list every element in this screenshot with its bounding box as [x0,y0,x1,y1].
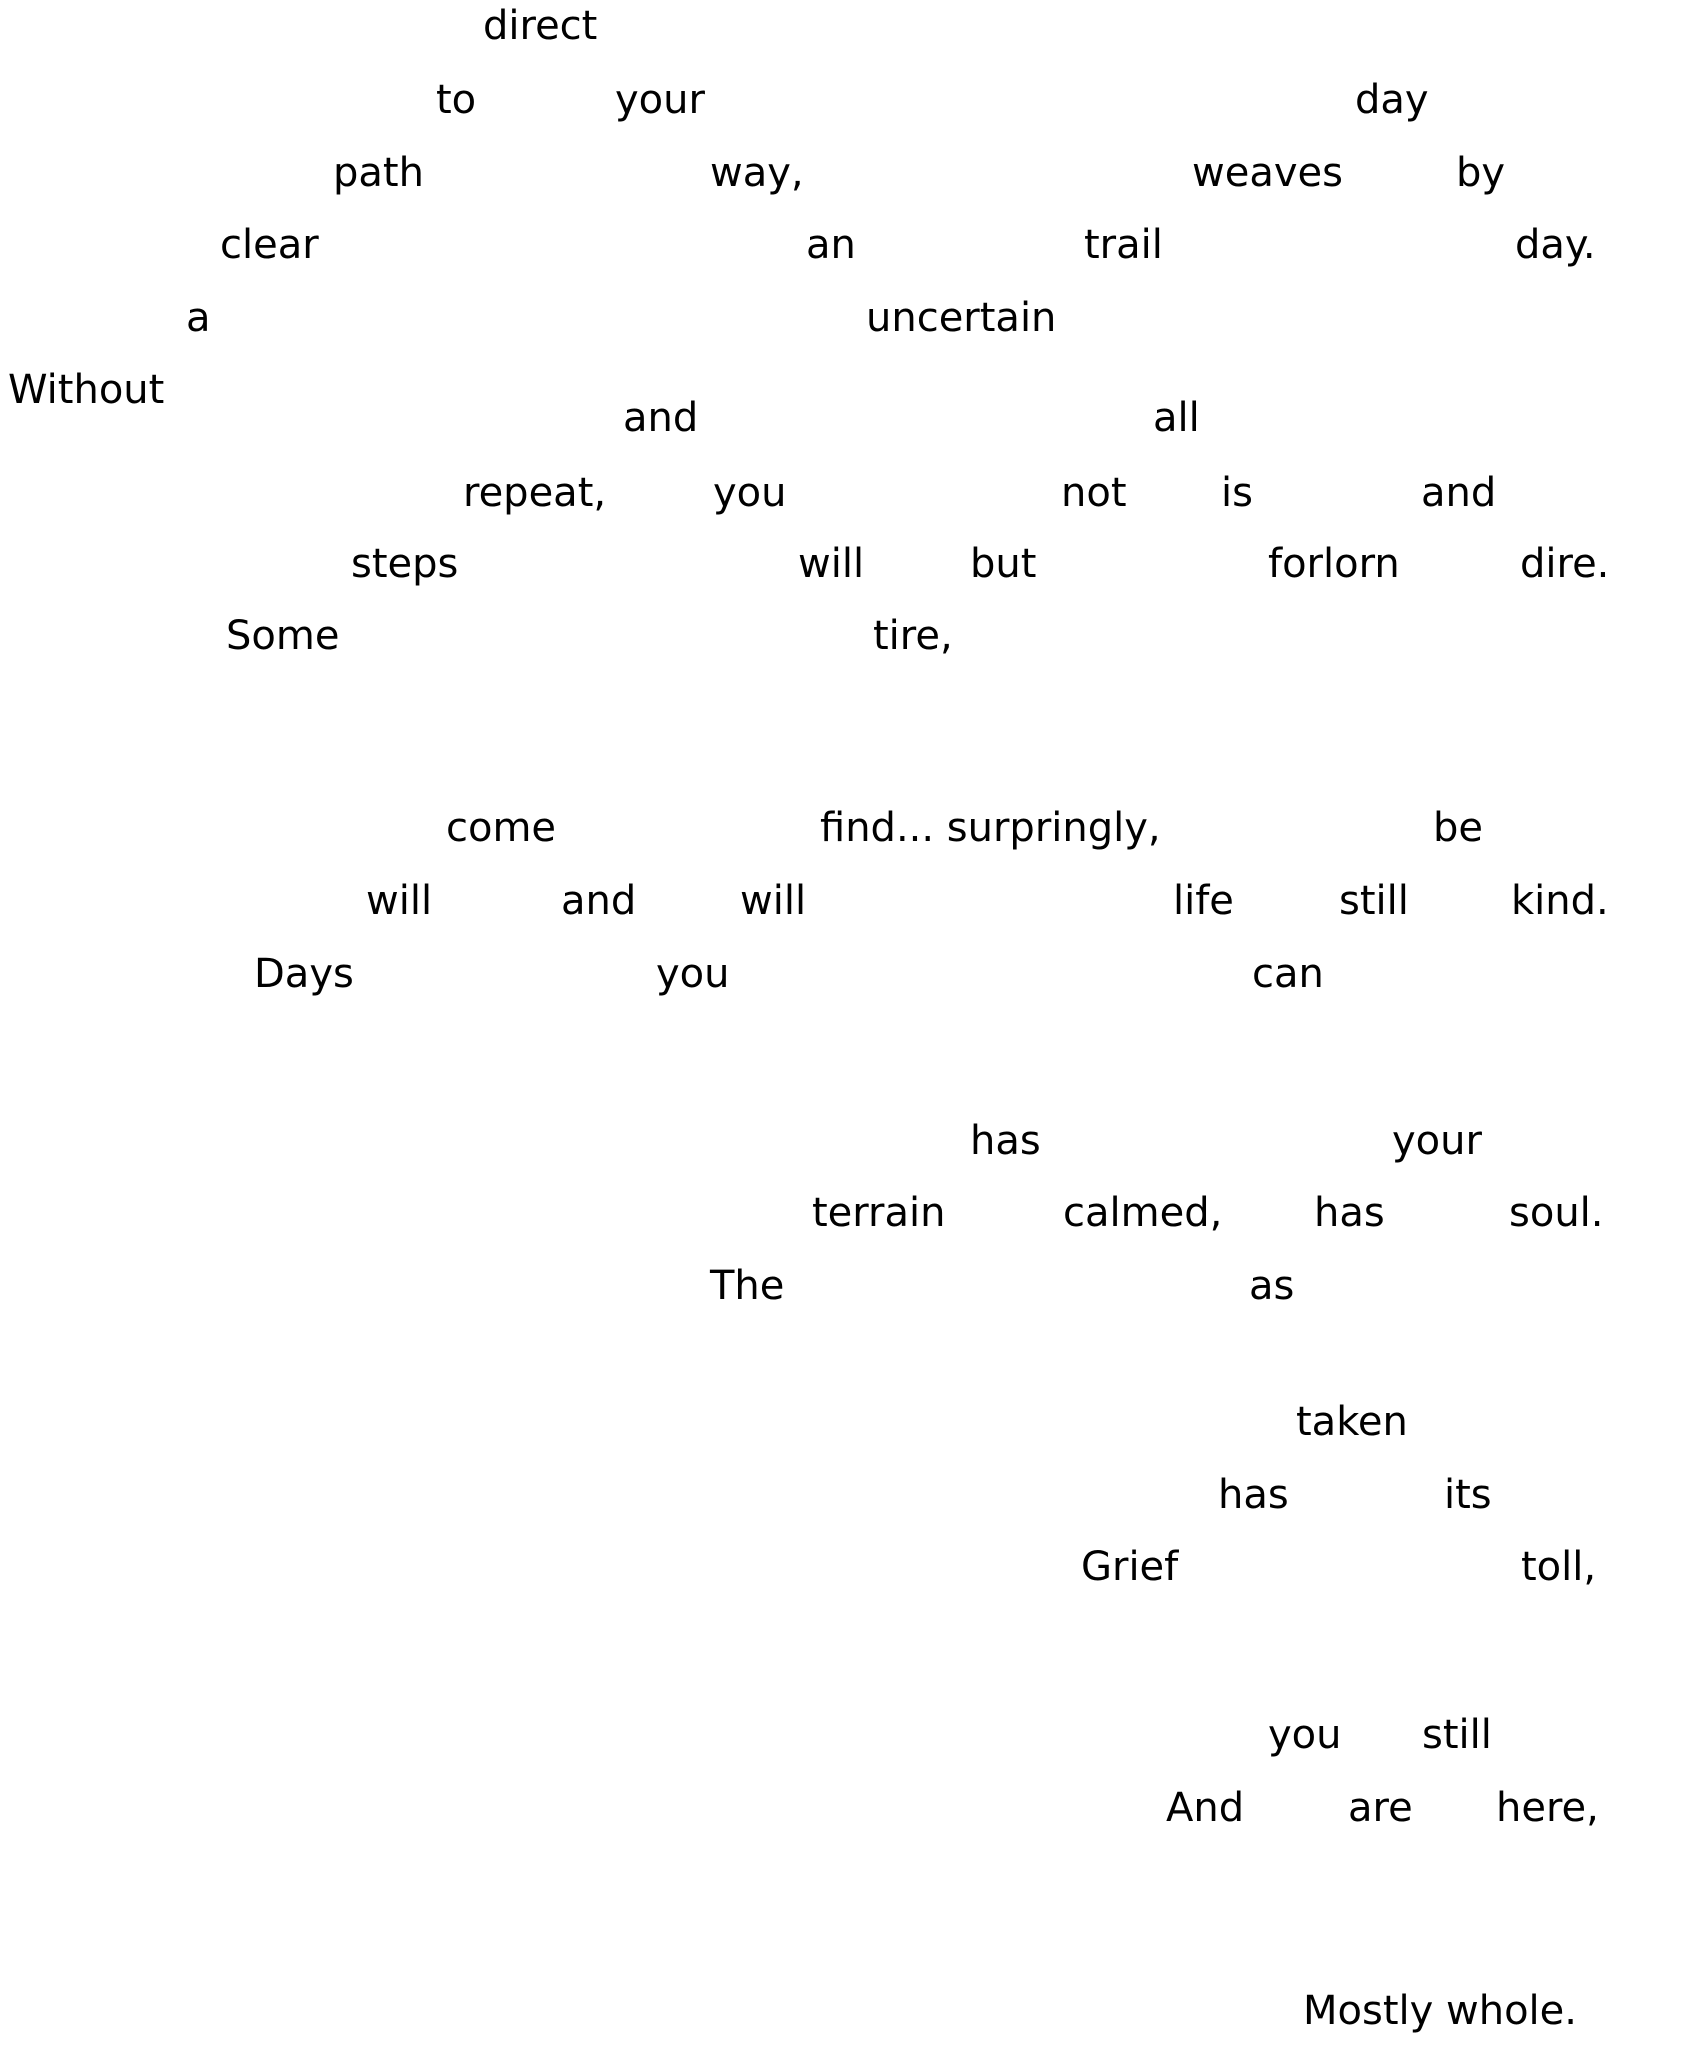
poem-word: has [1218,1472,1289,1518]
poem-word: forlorn [1268,541,1400,587]
poem-word: direct [483,3,598,49]
poem-word: as [1249,1263,1295,1309]
poem-word: tire, [873,613,953,659]
poem-word: Mostly whole. [1303,1988,1577,2034]
poem-word: you [1268,1712,1342,1758]
poem-word: trail [1084,222,1163,268]
poem-word: by [1456,150,1506,196]
poem-word: path [333,150,424,196]
poem-word: can [1252,951,1324,997]
poem-word: its [1444,1472,1492,1518]
poem-word: clear [220,222,319,268]
poem-word: toll, [1521,1544,1597,1590]
poem-word: your [1392,1118,1482,1164]
poem-word: still [1422,1712,1492,1758]
poem-word: calmed, [1063,1190,1223,1236]
poem-word: Without [8,367,165,413]
poem-word: is [1221,470,1253,516]
poem-word: an [806,222,856,268]
poem-word: has [970,1118,1041,1164]
poem-word: you [656,951,730,997]
poem-word: The [710,1263,785,1309]
poem-word: here, [1496,1785,1599,1831]
poem-word: day. [1515,222,1596,268]
poem-word: be [1433,805,1483,851]
poem-word: terrain [812,1190,946,1236]
poem-word: has [1314,1190,1385,1236]
poem-word: to [436,77,477,123]
poem-word: Some [226,613,340,659]
poem-word: and [561,878,637,924]
poem-word: kind. [1511,878,1609,924]
poem-word: life [1173,878,1234,924]
poem-word: weaves [1192,150,1343,196]
poem-word: come [446,805,557,851]
poem-word: a [186,295,211,341]
poem-word: steps [351,541,459,587]
poem-word: will [740,878,807,924]
poem-word: will [366,878,433,924]
poem-word: are [1348,1785,1413,1831]
poem-word: And [1166,1785,1245,1831]
poem-word: taken [1296,1399,1408,1445]
poem-word: repeat, [463,470,607,516]
poem-word: Days [254,951,354,997]
poem-word: still [1339,878,1409,924]
poem-word: Grief [1081,1544,1179,1590]
poem-word: not [1061,470,1127,516]
poem-word: and [1421,470,1497,516]
poem-word: soul. [1509,1190,1604,1236]
poem-word: you [713,470,787,516]
poem-word: but [970,541,1037,587]
poem-word: your [615,77,705,123]
poem-word: find... surpringly, [820,805,1161,851]
poem-word: dire. [1520,541,1610,587]
poem-word: will [798,541,865,587]
poem-word: all [1153,395,1200,441]
poem-word: way, [710,150,804,196]
poem-word: day [1355,77,1429,123]
poem-word: uncertain [866,295,1057,341]
poem-word: and [623,395,699,441]
